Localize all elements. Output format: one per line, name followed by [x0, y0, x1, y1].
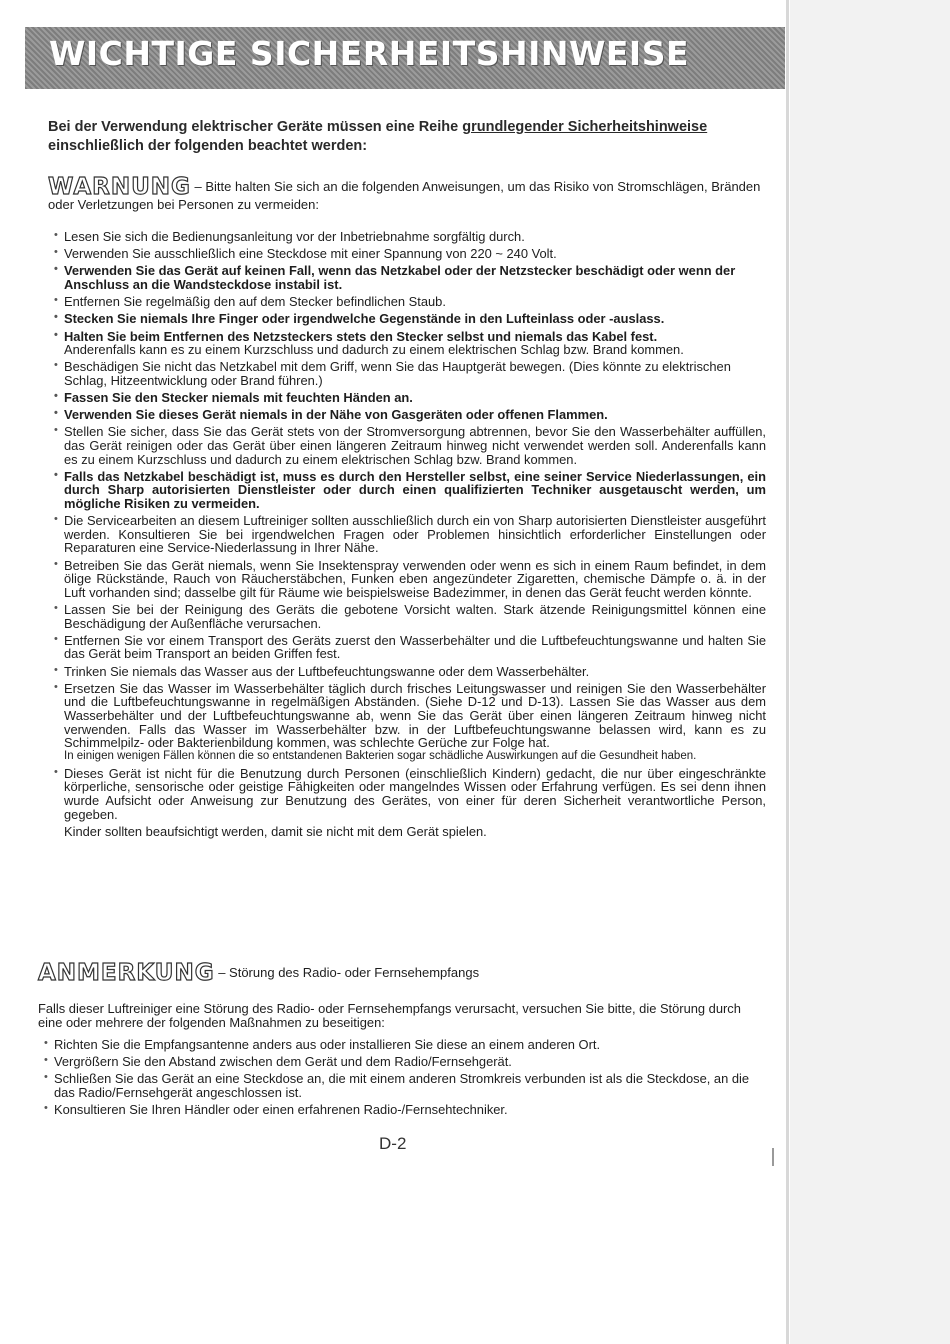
intro-text-end: einschließlich der folgenden beachtet werden: [48, 138, 368, 154]
note-heading: ANMERKUNG [38, 960, 215, 986]
warning-item: • Dieses Gerät ist nicht für die Benutzung durch Personen (einschließlich Kindern) gedacht, die nur über eingeschränkte körperliche, sensorische oder geistige Fähigkeiten oder mangelndes Wissen oder Erfahrung verfügen. Es sei denn ihnen wurde Aufsicht oder Anweisung zur Benutzung des Gerätes, von einer für deren Sicherheit verantwortliche Person, gegeben. [54, 767, 766, 821]
page-title: WICHTIGE SICHERHEITSHINWEISE [49, 34, 690, 73]
page-edge [786, 0, 789, 1344]
warning-item: • Lassen Sie bei der Reinigung des Geräts die gebotene Vorsicht walten. Stark ätzende Reinigungsmittel können eine Beschädigung der Außenfläche verursachen. [54, 603, 766, 630]
note-list [44, 1038, 758, 1120]
title-banner [25, 27, 785, 89]
warning-item: • Stellen Sie sicher, dass Sie das Gerät stets von der Stromversorgung abtrennen, bevor Sie den Wasserbehälter auffüllen, das Gerät reinigen oder das Gerät über einen längeren Zeitraum hinweg nicht verwendet werden soll. Anderenfalls kann es zu einem Kurzschluss und dadurch zu einem elektrischen Schlag bzw. Brand kommen. [54, 425, 766, 466]
warning-item: Anderenfalls kann es zu einem Kurzschluss und dadurch zu einem elektrischen Schlag bzw. Brand kommen. [64, 342, 684, 358]
warning-item: • Beschädigen Sie nicht das Netzkabel mit dem Griff, wenn Sie das Hauptgerät bewegen. (Dies könnte zu elektrischen Schlag, Hitzeentwicklung oder Brand führen.) [54, 360, 766, 387]
page-number: D-2 [379, 1134, 407, 1153]
note-item: • Schließen Sie das Gerät an eine Steckdose an, die mit einem anderen Stromkreis verbunden ist als die Steckdose, an die das Radio/Fernsehgerät angeschlossen ist. [44, 1072, 758, 1099]
note-section-header [38, 960, 758, 986]
warning-section-header [48, 174, 768, 214]
note-item: • Konsultieren Sie Ihren Händler oder einen erfahrenen Radio-/Fernsehtechniker. [44, 1103, 758, 1117]
warning-item: • Entfernen Sie regelmäßig den auf dem Stecker befindlichen Staub. [54, 295, 766, 309]
warning-item: • Verwenden Sie das Gerät auf keinen Fall, wenn das Netzkabel oder der Netzstecker beschädigt oder wenn der Anschluss an die Wandsteckdose instabil ist. [54, 264, 766, 291]
warning-heading: WARNUNG [48, 174, 191, 200]
warning-item: • Lesen Sie sich die Bedienungsanleitung vor der Inbetriebnahme sorgfältig durch. [54, 230, 766, 244]
intro-text: Bei der Verwendung elektrischer Geräte müssen eine Reihe [48, 119, 463, 135]
warning-item: In einigen wenigen Fällen können die so entstandenen Bakterien sogar schädliche Auswirkungen auf die Gesundheit haben. [64, 749, 697, 762]
warning-item: • Falls das Netzkabel beschädigt ist, muss es durch den Hersteller selbst, eine seiner Service Niederlassungen, ein durch Sharp autorisierten Dienstleister oder durch einen qualifizierten Techniker ausgetauscht werden, um mögliche Risiken zu vermeiden. [54, 470, 766, 511]
note-item: • Vergrößern Sie den Abstand zwischen dem Gerät und dem Radio/Fernsehgerät. [44, 1055, 758, 1069]
warning-item: • Trinken Sie niemals das Wasser aus der Luftbefeuchtungswanne oder dem Wasserbehälter. [54, 665, 766, 679]
warning-item: Kinder sollten beaufsichtigt werden, damit sie nicht mit dem Gerät spielen. [64, 823, 487, 839]
note-intro: Falls dieser Luftreiniger eine Störung des Radio- oder Fernsehempfangs verursacht, versuchen Sie bitte, die Störung durch eine oder mehrere der folgenden Maßnahmen zu beseitigen: [38, 1001, 741, 1030]
page-mark [772, 1148, 774, 1166]
warning-item: • Entfernen Sie vor einem Transport des Geräts zuerst den Wasserbehälter und die Luftbefeuchtungswanne und halten Sie das Gerät beim Transport an beiden Griffen fest. [54, 634, 766, 661]
warning-item: • Fassen Sie den Stecker niemals mit feuchten Händen an. [54, 391, 766, 405]
note-item: • Richten Sie die Empfangsantenne anders aus oder installieren Sie diese an einem anderen Ort. [44, 1038, 758, 1052]
warning-list [54, 230, 766, 842]
warning-item: • Stecken Sie niemals Ihre Finger oder irgendwelche Gegenstände in den Lufteinlass oder -auslass. [54, 312, 766, 326]
intro-underlined: grundlegender Sicherheitshinweise [462, 119, 708, 135]
intro-paragraph [48, 118, 768, 156]
warning-item: • Die Servicearbeiten an diesem Luftreiniger sollten ausschließlich durch ein von Sharp autorisierten Dienstleister ausgeführt werden. Konsultieren Sie bei irgendwelchen Fragen oder Problemen hinsichtlich erforderlicher Einstellungen oder Reparaturen eine Service-Niederlassung in Ihrer Nähe. [54, 514, 766, 555]
warning-text: – Bitte halten Sie sich an die folgenden Anweisungen, um das Risiko von Stromschlägen, Bränden oder Verletzungen bei Personen zu vermeiden: [48, 179, 761, 212]
warning-item: • Betreiben Sie das Gerät niemals, wenn Sie Insektenspray verwenden oder wenn es sich in einem Raum befindet, in dem ölige Rückstände, Rauch von Räucherstäbchen, Funken eben angezündeter Zigaretten, chemische Dämpfe o. ä. in der Luft vorhanden sind; dasselbe gilt für Räume wie beispielsweise Badezimmer, in denen das Gerät feucht werden könnte. [54, 559, 766, 600]
note-text: – Störung des Radio- oder Fernsehempfangs [214, 965, 480, 980]
page-margin-shade [790, 0, 950, 1344]
warning-item: • Halten Sie beim Entfernen des Netzsteckers stets den Stecker selbst und niemals das Kabel fest. [54, 330, 766, 344]
warning-item: • Verwenden Sie ausschließlich eine Steckdose mit einer Spannung von 220 ~ 240 Volt. [54, 247, 766, 261]
warning-item: • Verwenden Sie dieses Gerät niemals in der Nähe von Gasgeräten oder offenen Flammen. [54, 408, 766, 422]
warning-item: • Ersetzen Sie das Wasser im Wasserbehälter täglich durch frisches Leitungswasser und reinigen Sie den Wasserbehälter und die Luftbefeuchtungswanne in regelmäßigen Abständen. (Siehe D-12 und D-13). Lassen Sie das Wasser aus dem Wasserbehälter und der Luftbefeuchtungswanne ab, wenn Sie das Gerät über einen längeren Zeitraum hinweg nicht verwenden. Falls das Wasser im Wasserbehälter bzw. in der Luftbefeuchtungswanne belassen wird, kann es zu Schimmelpilz- oder Bakterienbildung kommen, was schlechte Gerüche zur Folge hat. [54, 682, 766, 750]
